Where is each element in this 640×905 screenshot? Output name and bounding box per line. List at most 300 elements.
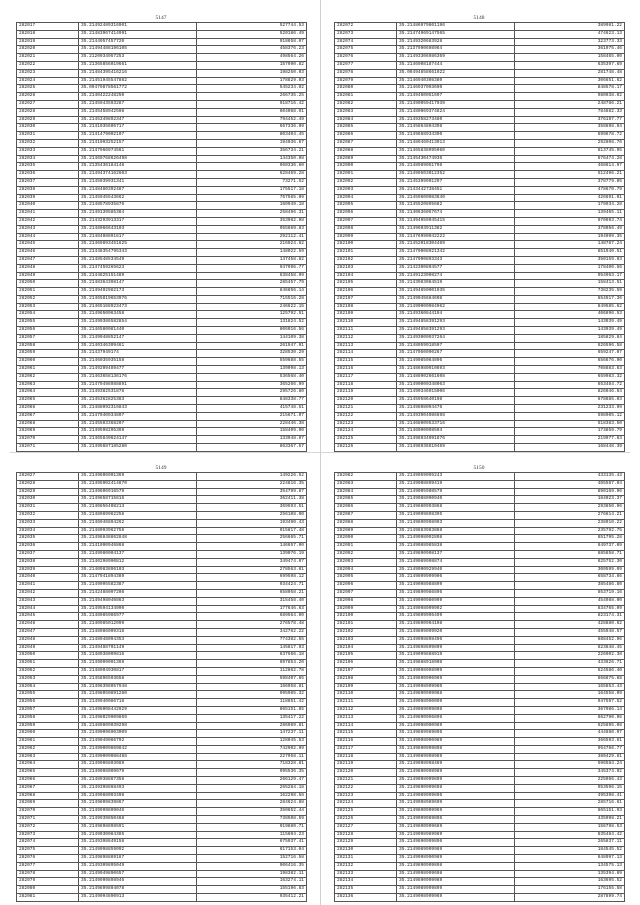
row-id-cell: 282058 xyxy=(17,342,79,350)
table-row xyxy=(17,93,307,101)
coordinate-cell: 35.2149890909969 xyxy=(397,808,515,816)
table-row xyxy=(17,295,307,303)
coordinate-cell: 35.2149098009079 xyxy=(79,769,197,777)
row-id-cell: 282034 xyxy=(17,155,79,163)
row-id-cell: 282020 xyxy=(17,46,79,54)
table-row xyxy=(335,272,625,280)
table-row xyxy=(335,139,625,147)
row-id-cell: 282037 xyxy=(17,550,79,558)
table-row xyxy=(335,722,625,730)
coordinate-cell: 35.2135436184148 xyxy=(79,163,197,171)
row-id-cell: 282093 xyxy=(335,558,397,566)
row-id-cell: 282133 xyxy=(335,870,397,878)
value-cell: 426691.01 xyxy=(515,194,625,202)
table-row xyxy=(17,30,307,38)
table-row xyxy=(335,784,625,792)
value-cell: 823848.45 xyxy=(515,644,625,652)
row-id-cell: 282031 xyxy=(17,504,79,512)
table-row xyxy=(17,69,307,77)
data-table xyxy=(16,472,307,902)
table-row xyxy=(17,233,307,241)
row-id-cell: 282026 xyxy=(17,93,79,101)
value-cell: 659247.07 xyxy=(515,350,625,358)
row-id-cell: 282066 xyxy=(17,405,79,413)
row-id-cell: 282032 xyxy=(17,139,79,147)
value-cell: 559688.55 xyxy=(197,358,307,366)
row-id-cell: 282081 xyxy=(335,93,397,101)
row-id-cell: 282033 xyxy=(17,147,79,155)
coordinate-cell: 35.2141093252157 xyxy=(79,139,197,147)
row-id-cell: 282070 xyxy=(17,808,79,816)
row-id-cell: 282104 xyxy=(335,272,397,280)
value-cell: 433626.71 xyxy=(515,660,625,668)
row-id-cell: 282080 xyxy=(17,886,79,894)
coordinate-cell: 35.2145349892347 xyxy=(79,116,197,124)
value-cell: 265284.18 xyxy=(197,784,307,792)
value-cell: 624586.40 xyxy=(515,667,625,675)
row-id-cell: 282095 xyxy=(335,202,397,210)
table-row xyxy=(17,823,307,831)
row-id-cell: 282042 xyxy=(17,589,79,597)
row-id-cell: 282062 xyxy=(17,373,79,381)
row-id-cell: 282113 xyxy=(335,714,397,722)
row-id-cell: 282092 xyxy=(335,550,397,558)
row-id-cell: 282046 xyxy=(17,249,79,257)
table-row xyxy=(17,241,307,249)
value-cell: 598905.12 xyxy=(515,412,625,420)
table-row xyxy=(17,54,307,62)
value-cell: 281748.48 xyxy=(515,69,625,77)
row-id-cell: 282091 xyxy=(335,543,397,551)
coordinate-cell: 35.2149098092898 xyxy=(397,535,515,543)
coordinate-cell: 35.21489460413913 xyxy=(397,139,515,147)
row-id-cell: 282048 xyxy=(17,636,79,644)
table-row xyxy=(17,202,307,210)
table-row xyxy=(335,327,625,335)
table-row xyxy=(17,155,307,163)
value-cell: 848338.77 xyxy=(197,397,307,405)
coordinate-cell: 35.2149098990989 xyxy=(397,855,515,863)
coordinate-cell: 35.21484395416216 xyxy=(79,69,197,77)
value-cell: 406896.53 xyxy=(515,311,625,319)
coordinate-cell: 35.2149098909969 xyxy=(397,894,515,902)
data-table xyxy=(334,22,625,452)
table-row xyxy=(17,566,307,574)
table-row xyxy=(17,800,307,808)
coordinate-cell: 35.2146937093690 xyxy=(397,85,515,93)
table-row xyxy=(335,683,625,691)
table-row xyxy=(335,878,625,886)
row-id-cell: 282038 xyxy=(17,186,79,194)
value-cell: 934424.71 xyxy=(197,582,307,590)
coordinate-cell: 35.21494488196105 xyxy=(79,46,197,54)
value-cell: 256665.71 xyxy=(197,535,307,543)
value-cell: 774382.55 xyxy=(197,636,307,644)
table-row xyxy=(335,249,625,257)
table-row xyxy=(17,792,307,800)
table-row xyxy=(335,116,625,124)
value-cell: 919880.71 xyxy=(197,823,307,831)
coordinate-cell: 35.2149309895049 xyxy=(79,862,197,870)
coordinate-cell: 35.2149809839867 xyxy=(79,800,197,808)
value-cell: 149226.52 xyxy=(197,473,307,481)
table-row xyxy=(17,816,307,824)
data-table xyxy=(16,22,307,452)
coordinate-cell: 35.21498029909869 xyxy=(79,714,197,722)
row-id-cell: 282098 xyxy=(335,597,397,605)
value-cell: 784882.33 xyxy=(515,108,625,116)
value-cell: 194999.35 xyxy=(515,233,625,241)
coordinate-cell: 35.09479878561772 xyxy=(79,85,197,93)
value-cell: 112862.78 xyxy=(197,667,307,675)
coordinate-cell: 35.21465838995960 xyxy=(397,147,515,155)
row-id-cell: 282107 xyxy=(335,295,397,303)
value-cell: 225966.43 xyxy=(515,777,625,785)
row-id-cell: 282072 xyxy=(17,823,79,831)
table-row xyxy=(335,831,625,839)
coordinate-cell: 35.2149898609809 xyxy=(397,644,515,652)
row-id-cell: 282050 xyxy=(17,280,79,288)
table-row xyxy=(17,217,307,225)
table-row xyxy=(17,808,307,816)
row-id-cell: 282068 xyxy=(17,792,79,800)
value-cell: 134575.13 xyxy=(515,862,625,870)
row-id-cell: 282085 xyxy=(335,496,397,504)
coordinate-cell: 35.2144957457720 xyxy=(79,38,197,46)
coordinate-cell: 35.2149098909980 xyxy=(397,683,515,691)
row-id-cell: 282112 xyxy=(335,334,397,342)
table-row xyxy=(335,124,625,132)
value-cell: 738235.59 xyxy=(515,288,625,296)
table-row xyxy=(335,85,625,93)
table-row xyxy=(335,886,625,894)
table-row xyxy=(335,761,625,769)
value-cell: 866875.68 xyxy=(515,675,625,683)
row-id-cell: 282089 xyxy=(335,155,397,163)
row-id-cell: 282096 xyxy=(335,582,397,590)
coordinate-cell: 35.21496848862848 xyxy=(79,535,197,543)
row-id-cell: 282037 xyxy=(17,178,79,186)
value-cell: 162298.58 xyxy=(197,792,307,800)
table-row xyxy=(17,319,307,327)
coordinate-cell: 35.21486979801196 xyxy=(397,23,515,31)
coordinate-cell: 35.2145362825383 xyxy=(79,397,197,405)
horizontal-divider xyxy=(10,452,630,453)
table-row xyxy=(335,589,625,597)
table-row xyxy=(335,730,625,738)
coordinate-cell: 35.2149090980999 xyxy=(397,597,515,605)
coordinate-cell: 35.21494858391293 xyxy=(397,319,515,327)
value-cell: 73271.52 xyxy=(197,178,307,186)
table-row xyxy=(335,800,625,808)
row-id-cell: 282124 xyxy=(335,428,397,436)
table-row xyxy=(17,405,307,413)
table-row xyxy=(335,628,625,636)
coordinate-cell: 35.2148059018507 xyxy=(397,342,515,350)
value-cell: 738508.59 xyxy=(197,816,307,824)
table-row xyxy=(335,30,625,38)
table-row xyxy=(17,636,307,644)
value-cell: 658058.21 xyxy=(197,589,307,597)
table-row xyxy=(17,878,307,886)
page-panel-3 xyxy=(16,464,306,902)
table-row xyxy=(335,691,625,699)
row-id-cell: 282103 xyxy=(335,636,397,644)
table-row xyxy=(17,473,307,481)
value-cell: 389981.22 xyxy=(515,23,625,31)
row-id-cell: 282053 xyxy=(17,675,79,683)
table-row xyxy=(17,38,307,46)
row-id-cell: 282080 xyxy=(335,85,397,93)
coordinate-cell: 35.21451945547882 xyxy=(79,77,197,85)
row-id-cell: 282031 xyxy=(17,132,79,140)
value-cell: 495398.41 xyxy=(515,792,625,800)
coordinate-cell: 35.2149883983868 xyxy=(397,527,515,535)
value-cell: 164558.09 xyxy=(515,691,625,699)
row-id-cell: 282097 xyxy=(335,217,397,225)
table-row xyxy=(335,558,625,566)
coordinate-cell: 35.2148986009318 xyxy=(79,628,197,636)
table-row xyxy=(17,272,307,280)
row-id-cell: 282082 xyxy=(335,100,397,108)
coordinate-cell: 35.2145458942598 xyxy=(79,108,197,116)
table-row xyxy=(335,225,625,233)
value-cell: 148787.24 xyxy=(515,241,625,249)
table-row xyxy=(17,311,307,319)
coordinate-cell: 35.21494374162603 xyxy=(79,171,197,179)
value-cell: 433135.43 xyxy=(515,473,625,481)
table-row xyxy=(17,342,307,350)
row-id-cell: 282033 xyxy=(17,519,79,527)
table-row xyxy=(335,256,625,264)
table-row xyxy=(17,327,307,335)
row-id-cell: 282119 xyxy=(335,389,397,397)
table-row xyxy=(335,264,625,272)
value-cell: 354799.87 xyxy=(197,488,307,496)
coordinate-cell: 35.2142300804577 xyxy=(397,264,515,272)
value-cell: 954766.77 xyxy=(515,745,625,753)
value-cell: 231233.99 xyxy=(515,405,625,413)
coordinate-cell: 35.2149008809419 xyxy=(397,480,515,488)
coordinate-cell: 35.2149906803089 xyxy=(79,761,197,769)
table-row xyxy=(335,132,625,140)
row-id-cell: 282117 xyxy=(335,745,397,753)
value-cell: 306651.62 xyxy=(515,77,625,85)
value-cell: 865151.85 xyxy=(197,706,307,714)
value-cell: 995536.35 xyxy=(197,769,307,777)
value-cell: 185829.84 xyxy=(515,334,625,342)
row-id-cell: 282106 xyxy=(335,288,397,296)
value-cell: 834765.09 xyxy=(515,605,625,613)
coordinate-cell: 35.2140636057674 xyxy=(397,210,515,218)
table-row xyxy=(335,381,625,389)
table-row xyxy=(335,397,625,405)
row-id-cell: 282074 xyxy=(17,839,79,847)
coordinate-cell: 35.2149089999896 xyxy=(397,792,515,800)
row-id-cell: 282025 xyxy=(17,85,79,93)
coordinate-cell: 35.2148480392487 xyxy=(79,186,197,194)
coordinate-cell: 35.2149890904198 xyxy=(397,621,515,629)
table-row xyxy=(17,132,307,140)
table-row xyxy=(335,769,625,777)
table-row xyxy=(335,862,625,870)
table-row xyxy=(335,839,625,847)
table-row xyxy=(335,241,625,249)
coordinate-cell: 35.21480069374824 xyxy=(397,108,515,116)
row-id-cell: 282050 xyxy=(17,652,79,660)
value-cell: 178829.03 xyxy=(197,77,307,85)
coordinate-cell: 35.2149890909898 xyxy=(397,745,515,753)
row-id-cell: 282059 xyxy=(17,722,79,730)
table-row xyxy=(335,186,625,194)
value-cell: 246622.15 xyxy=(197,303,307,311)
value-cell: 656676.90 xyxy=(515,358,625,366)
coordinate-cell: 35.2141479002107 xyxy=(79,132,197,140)
coordinate-cell: 35.2140422248250 xyxy=(79,93,197,101)
coordinate-cell: 35.21494959045415 xyxy=(397,217,515,225)
table-row xyxy=(335,54,625,62)
coordinate-cell: 35.2149890909989 xyxy=(397,878,515,886)
row-id-cell: 282102 xyxy=(335,256,397,264)
coordinate-cell: 35.2149980004137 xyxy=(79,550,197,558)
coordinate-cell: 35.2147090893343 xyxy=(397,256,515,264)
coordinate-cell: 35.2137990698964 xyxy=(397,46,515,54)
row-id-cell: 282036 xyxy=(17,543,79,551)
coordinate-cell: 35.2149809996499 xyxy=(397,613,515,621)
row-id-cell: 282046 xyxy=(17,621,79,629)
table-row xyxy=(335,280,625,288)
row-id-cell: 282054 xyxy=(17,311,79,319)
value-cell: 155196.83 xyxy=(197,886,307,894)
coordinate-cell: 35.21469768626498 xyxy=(79,155,197,163)
table-row xyxy=(335,171,625,179)
coordinate-cell: 35.21437949174 xyxy=(79,350,197,358)
table-row xyxy=(335,436,625,444)
row-id-cell: 282024 xyxy=(17,77,79,85)
row-id-cell: 282077 xyxy=(17,862,79,870)
row-id-cell: 282089 xyxy=(335,527,397,535)
row-id-cell: 282126 xyxy=(335,444,397,452)
coordinate-cell: 35.2149889989896 xyxy=(397,730,515,738)
coordinate-cell: 35.2149360844194 xyxy=(397,311,515,319)
value-cell: 292112.41 xyxy=(197,233,307,241)
value-cell: 960336.60 xyxy=(197,163,307,171)
value-cell: 198382.11 xyxy=(197,870,307,878)
coordinate-cell: 35.2149085064896 xyxy=(397,358,515,366)
value-cell: 380429.81 xyxy=(515,753,625,761)
value-cell: 135417.22 xyxy=(197,714,307,722)
row-id-cell: 282108 xyxy=(335,675,397,683)
row-id-cell: 282064 xyxy=(17,761,79,769)
value-cell: 648997.13 xyxy=(515,855,625,863)
coordinate-cell: 35.2145520895682 xyxy=(397,202,515,210)
value-cell: 955669.83 xyxy=(197,225,307,233)
value-cell: 194036.67 xyxy=(197,139,307,147)
table-row xyxy=(17,178,307,186)
coordinate-cell: 35.2147040934807 xyxy=(79,412,197,420)
coordinate-cell: 35.2149099888919 xyxy=(397,652,515,660)
coordinate-cell: 35.2145958640198 xyxy=(397,397,515,405)
value-cell: 139465.11 xyxy=(515,210,625,218)
table-row xyxy=(335,412,625,420)
coordinate-cell: 35.2149890998989 xyxy=(397,769,515,777)
row-id-cell: 282071 xyxy=(17,444,79,452)
table-row xyxy=(17,108,307,116)
row-id-cell: 282128 xyxy=(335,831,397,839)
coordinate-cell: 35.2149089998874 xyxy=(397,558,515,566)
value-cell: 300599.09 xyxy=(515,566,625,574)
table-row xyxy=(335,350,625,358)
value-cell: 358698.94 xyxy=(515,124,625,132)
row-id-cell: 282049 xyxy=(17,272,79,280)
row-id-cell: 282110 xyxy=(335,319,397,327)
coordinate-cell: 35.2149045684608 xyxy=(397,295,515,303)
coordinate-cell: 35.2149460051607 xyxy=(397,93,515,101)
coordinate-cell: 35.2140983896103 xyxy=(79,566,197,574)
value-cell: 637566.18 xyxy=(197,652,307,660)
coordinate-cell: 35.2149890909698 xyxy=(397,784,515,792)
row-id-cell: 282047 xyxy=(17,256,79,264)
value-cell: 954963.17 xyxy=(515,272,625,280)
value-cell: 970993.74 xyxy=(515,217,625,225)
coordinate-cell: 35.2149606916579 xyxy=(79,488,197,496)
row-id-cell: 282114 xyxy=(335,722,397,730)
row-id-cell: 282125 xyxy=(335,436,397,444)
table-row xyxy=(17,589,307,597)
row-id-cell: 282067 xyxy=(17,784,79,792)
table-row xyxy=(335,358,625,366)
coordinate-cell: 35.2149048852147 xyxy=(79,334,197,342)
coordinate-cell: 35.2148364398147 xyxy=(79,280,197,288)
value-cell: 699678.72 xyxy=(515,132,625,140)
coordinate-cell: 35.2148989051798 xyxy=(397,163,515,171)
row-id-cell: 282029 xyxy=(17,116,79,124)
table-row xyxy=(335,714,625,722)
row-id-cell: 282035 xyxy=(17,163,79,171)
value-cell: 276578.48 xyxy=(197,621,307,629)
value-cell: 849585.62 xyxy=(515,303,625,311)
coordinate-cell: 35.2148408891617 xyxy=(79,233,197,241)
coordinate-cell: 35.21498936610469 xyxy=(397,444,515,452)
table-row xyxy=(335,217,625,225)
table-row xyxy=(17,831,307,839)
table-row xyxy=(17,397,307,405)
value-cell: 143939.49 xyxy=(515,327,625,335)
row-id-cell: 282053 xyxy=(17,303,79,311)
table-row xyxy=(17,249,307,257)
coordinate-cell: 35.21483967414991 xyxy=(79,30,197,38)
table-row xyxy=(17,527,307,535)
coordinate-cell: 35.21494850001935 xyxy=(397,288,515,296)
coordinate-cell: 35.2149098988899 xyxy=(397,582,515,590)
coordinate-cell: 35.2140985012099 xyxy=(79,621,197,629)
row-id-cell: 282069 xyxy=(17,800,79,808)
value-cell: 118851.42 xyxy=(197,699,307,707)
value-cell: 227958.11 xyxy=(197,753,307,761)
row-id-cell: 282054 xyxy=(17,683,79,691)
coordinate-cell: 35.2149089909989 xyxy=(397,847,515,855)
row-id-cell: 282093 xyxy=(335,186,397,194)
row-id-cell: 282064 xyxy=(17,389,79,397)
coordinate-cell: 35.2149898898591 xyxy=(79,823,197,831)
row-id-cell: 282082 xyxy=(335,473,397,481)
row-id-cell: 282120 xyxy=(335,769,397,777)
row-id-cell: 282116 xyxy=(335,738,397,746)
value-cell: 342762.22 xyxy=(197,628,307,636)
value-cell: 184545.52 xyxy=(515,847,625,855)
row-id-cell: 282055 xyxy=(17,319,79,327)
table-row xyxy=(335,823,625,831)
